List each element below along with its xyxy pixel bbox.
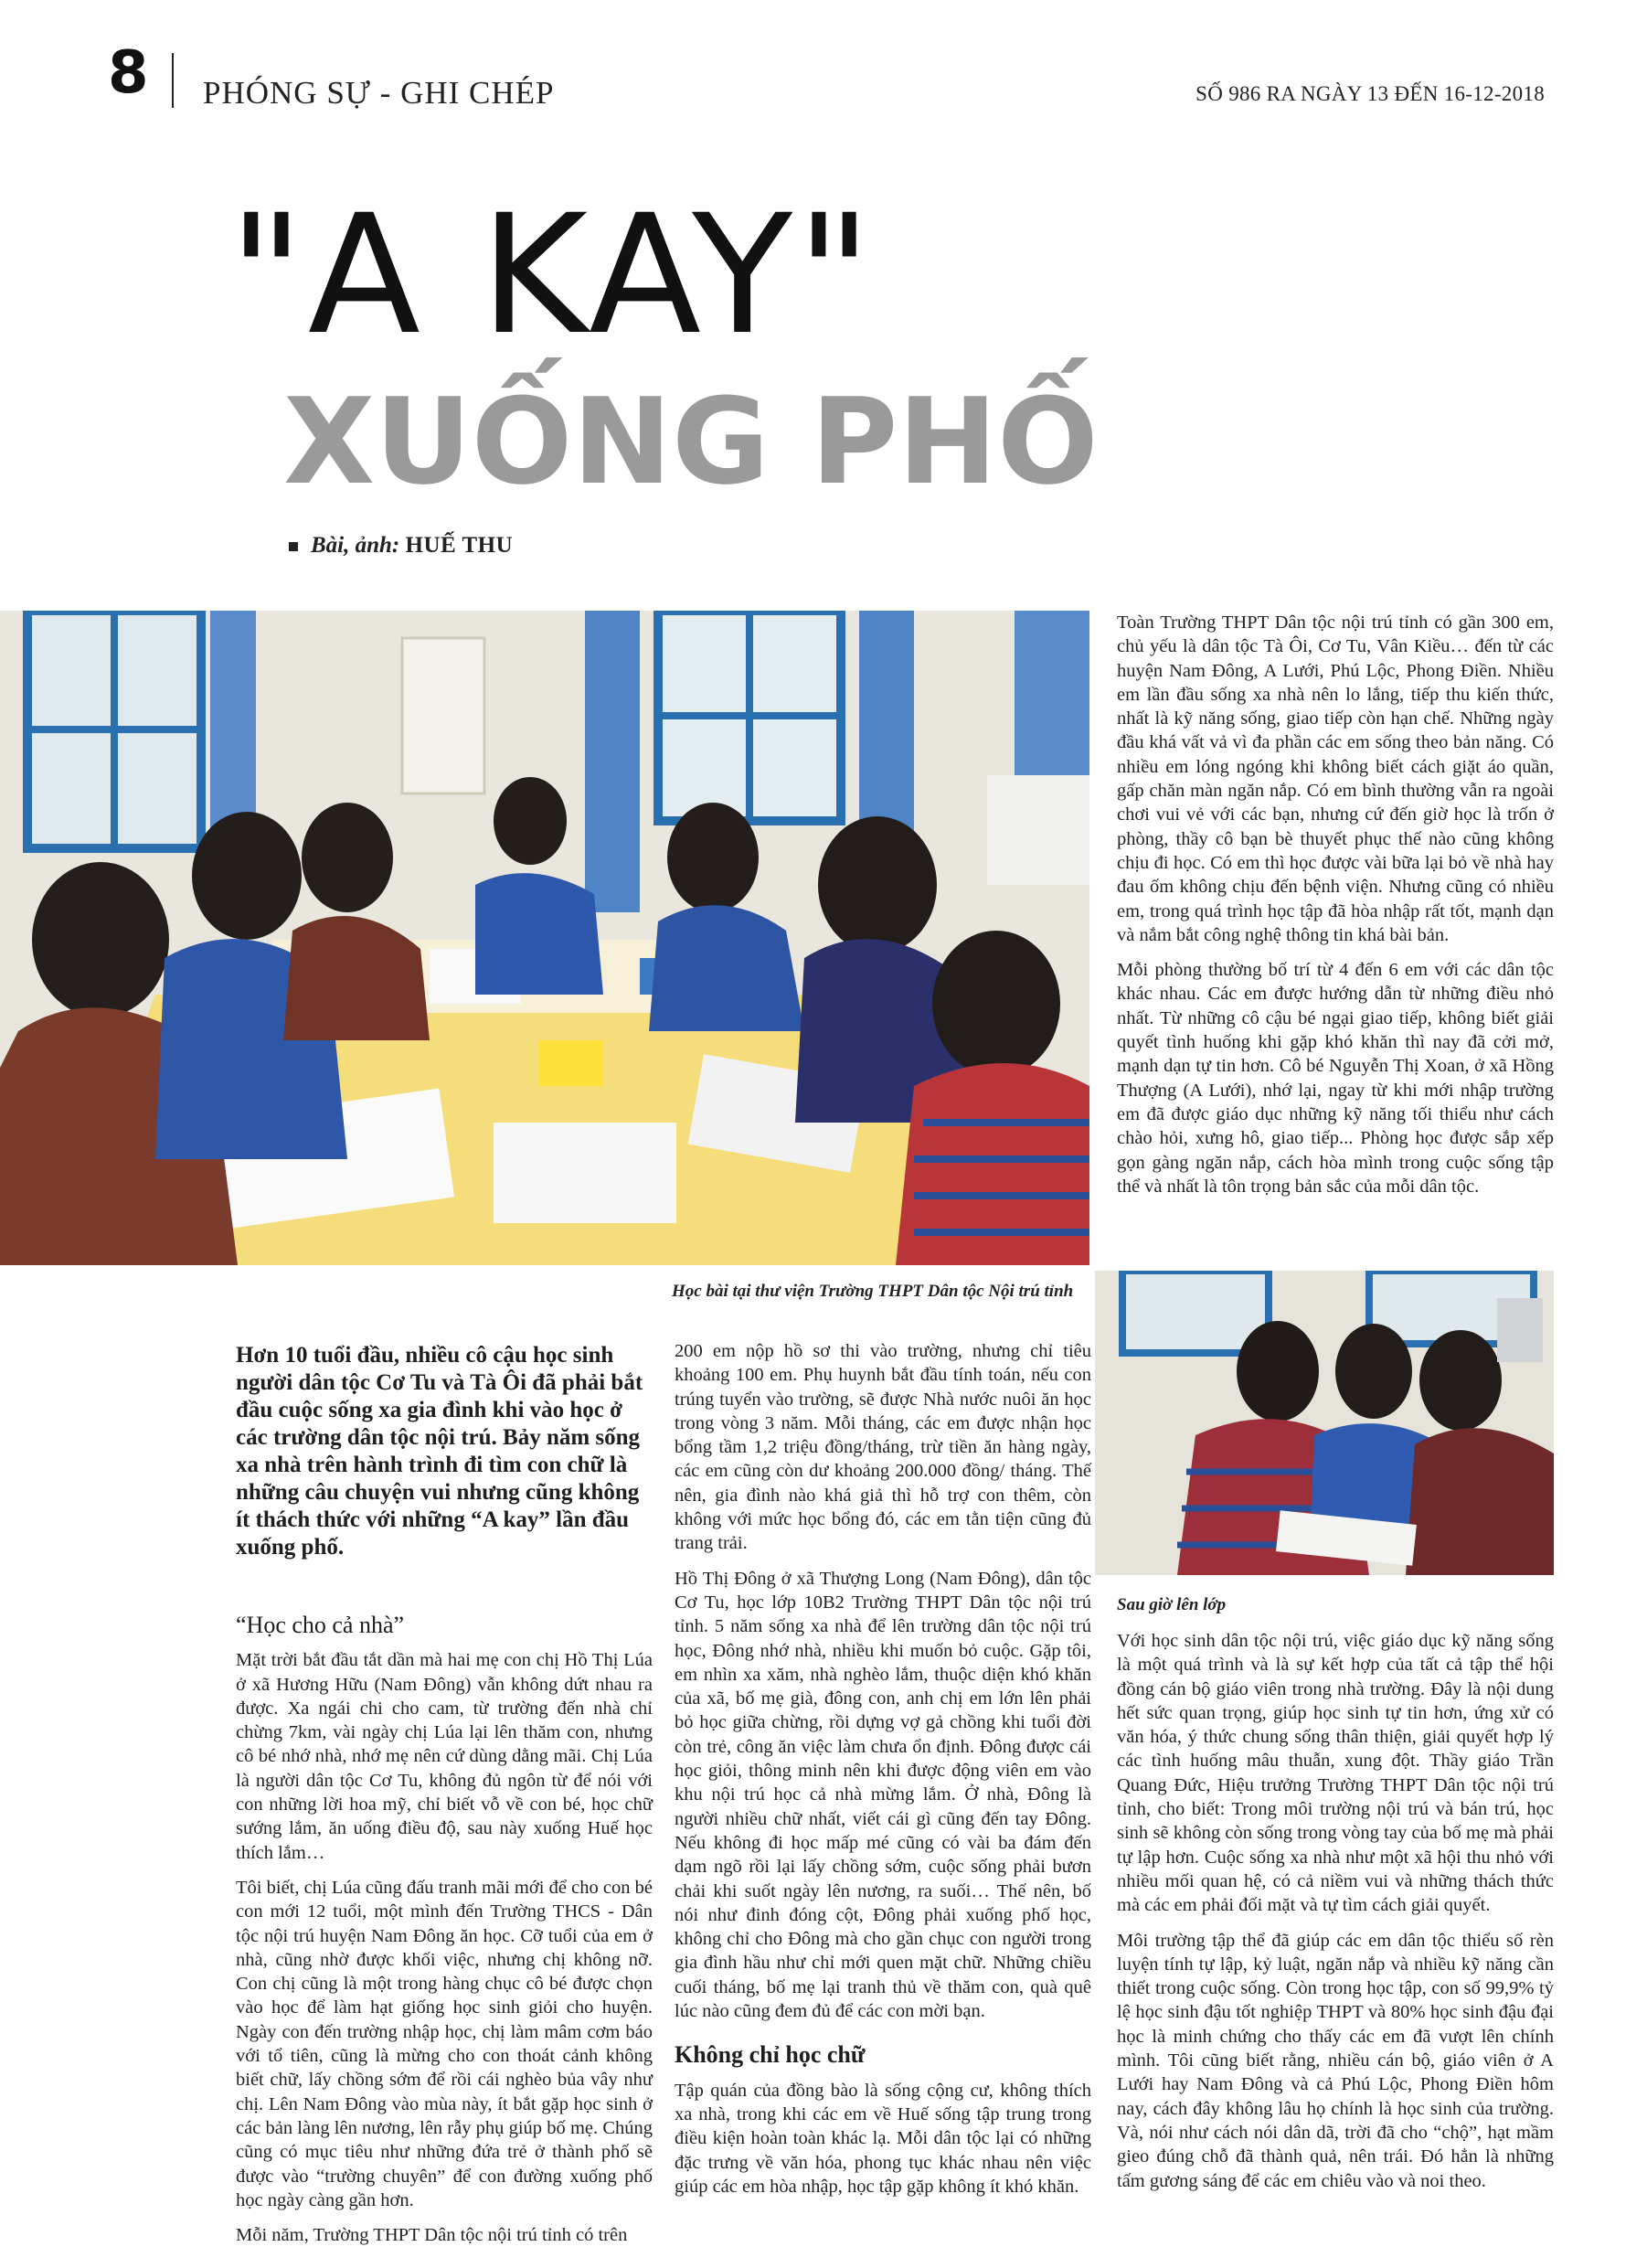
photo2-caption: Sau giờ lên lớp xyxy=(1117,1595,1227,1614)
paragraph: Mặt trời bắt đầu tắt dần mà hai mẹ con chị Hồ Thị Lúa ở xã Hương Hữu (Nam Đông) vẫn không dứt nhau ra được. Xa ngái chi cho cam, từ trường đến nhà chỉ chừng 7km, vài ngày chị Lúa lại lên thăm con, nhưng cô bé nhớ nhà, nhớ mẹ nên cứ dùng dằng mãi. Chị Lúa là người dân tộc Cơ Tu, không đủ ngôn từ để nói với con những lời hoa mỹ, chỉ biết vỗ về con bé, học chữ sướng lắm, ăn uống điều độ, sau này xuống Huế học thích lắm… xyxy=(236,1650,653,1863)
paragraph: Mỗi phòng thường bố trí từ 4 đến 6 em với các dân tộc khác nhau. Các em được hướng dẫn từ những điều nhỏ nhất. Từ những cô cậu bé ngại giao tiếp, không biết giải quyết tình huống khi gặp khó khăn thì nay đã cởi mở, mạnh dạn tự tin hơn. Cô bé Nguyễn Thị Xoan, ở xã Hồng Thượng (A Lưới), nhớ lại, ngay từ khi mới nhập trường em đã được giáo dục những kỹ năng tối thiểu như cách chào hỏi, xưng hô, giao tiếp... Phòng học được sắp xếp gọn gàng ngăn nắp, cách hòa mình trong cuộc sống tập thể và nhất là tôn trọng bản sắc của mỗi dân tộc. xyxy=(1117,960,1554,1197)
paragraph: Tập quán của đồng bào là sống cộng cư, không thích xa nhà, trong khi các em về Huế sống tập trung trong điều kiện hoàn toàn khác lạ. Mỗi dân tộc lại có những đặc trưng về văn hóa, phong tục khác nhau nên việc giúp các em hòa nhập, học tập gặp không ít khó khăn. xyxy=(675,2080,1091,2197)
library-photo xyxy=(0,611,1089,1265)
subheading: “Học cho cả nhà” xyxy=(236,1612,405,1638)
middle-column xyxy=(675,1339,1091,2209)
left-column xyxy=(236,1613,653,2258)
byline-author: HUẾ THU xyxy=(405,533,514,558)
section-name: PHÓNG SỰ - GHI CHÉP xyxy=(203,75,555,111)
paragraph: Tôi biết, chị Lúa cũng đấu tranh mãi mới để cho con bé con mới 12 tuổi, một mình đến Trường THCS - Dân tộc nội trú huyện Nam Đông ăn học. Cỡ tuổi của em ở nhà, cũng nhờ được khối việc, nhưng chị không nỡ. Con chị cũng là một trong hàng chục cô bé được chọn vào học để làm hạt giống học sinh giỏi cho huyện. Ngày con đến trường nhập học, chị làm mâm cơm báo với tổ tiên, cũng là mừng cho con thoát cảnh không biết chữ, lấy chồng sớm để rồi cái nghèo bủa vây như chị. Lên Nam Đông vào mùa này, ít bắt gặp học sinh ở các bản làng lên nương, lên rẫy phụ giúp bố mẹ. Chúng cũng có mục tiêu như những đứa trẻ ở thành phố sẽ được vào “trường chuyên” để con đường xuống phố học ngày càng gần hơn. xyxy=(236,1877,653,2210)
byline-label: Bài, ảnh: xyxy=(311,533,400,558)
paragraph: Toàn Trường THPT Dân tộc nội trú tỉnh có gần 300 em, chủ yếu là dân tộc Tà Ôi, Cơ Tu, Vân Kiều… đến từ các huyện Nam Đông, A Lưới, Phú Lộc, Phong Điền. Nhiều em lần đầu sống xa nhà nên lo lắng, tiếp thu kiến thức, nhất là kỹ năng sống, giao tiếp còn hạn chế. Những ngày đầu khá vất vả vì đa phần các em sống theo bản năng. Có nhiều em lóng ngóng khi không biết cách giặt áo quần, gấp chăn màn ngăn nắp. Có em bình thường vẫn ra ngoài chơi vui vẻ với các bạn, nhưng cứ đến giờ học là trốn ở phòng, thầy cô bạn bè thuyết phục thế nào cũng không chịu đi học. Có em thì học được vài bữa lại bỏ về nhà hay đau ốm không chịu đến bệnh viện. Nhưng cũng có nhiều em, trong quá trình học tập đã hòa nhập rất tốt, mạnh dạn và nắm bắt công nghệ thông tin khá bài bản. xyxy=(1117,612,1554,945)
subheading: Không chỉ học chữ xyxy=(675,2041,866,2069)
photo1-caption: Học bài tại thư viện Trường THPT Dân tộc Nội trú tỉnh xyxy=(672,1282,1074,1301)
right-column-top xyxy=(1117,611,1554,1209)
headline-line2: XUỐNG PHỐ xyxy=(283,372,1099,511)
right-column-bottom xyxy=(1117,1629,1554,2204)
paragraph: Với học sinh dân tộc nội trú, việc giáo dục kỹ năng sống là một quá trình và là sự kết hợp của tất cả tập thể hội đồng cán bộ giáo viên trong nhà trường. Đây là nội dung hết sức quan trọng, giúp học sinh tự tin hơn, ứng xử có văn hóa, ý thức chung sống thân thiện, giải quyết hợp lý các tình huống mâu thuẫn, xung đột. Thầy giáo Trần Quang Đức, Hiệu trưởng Trường THPT Dân tộc nội trú tỉnh, cho biết: Trong môi trường nội trú và bán trú, học sinh sẽ không còn sống trong vòng tay của bố mẹ mà phải tự lập hơn. Cuộc sống xa nhà như một xã hội thu nhỏ với nhiều mối quan hệ, có cả niềm vui và những thách thức mà các em phải đối mặt và tự tìm cách giải quyết. xyxy=(1117,1631,1554,1916)
after-class-photo xyxy=(1095,1271,1554,1575)
paragraph: Hồ Thị Đông ở xã Thượng Long (Nam Đông), dân tộc Cơ Tu, học lớp 10B2 Trường THPT Dân tộc nội trú tỉnh. 5 năm sống xa nhà để lên trường dân tộc nội trú học, Đông nhớ nhà, nhiều khi muốn bỏ cuộc. Gặp tôi, em nhìn xa xăm, nhà nghèo lắm, thuộc diện khó khăn của xã, bố mẹ già, đông con, anh chị em lớn lên phải bỏ học giữa chừng, rồi dựng vợ gả chồng khi tuổi đời còn trẻ, công ăn việc làm chưa ổn định. Đông được cái học giỏi, thông minh nên khi được động viên em vào khu nội trú học cả nhà mừng lắm. Ở nhà, Đông là người nhiều chữ nhất, viết cái gì cũng đến tay Đông. Nếu không đi học mấp mé cũng có vài ba đám đến dạm ngõ rồi lại lấy chồng sớm, cuộc sống phải bươn chải khi suốt ngày lên nương, ra suối… Thế nên, bố nói như đinh đóng cột, Đông phải xuống phố học, không chỉ cho Đông mà cho gần chục con người trong gia đình hầu như chỉ mới quen mặt chữ. Những chiều cuối tháng, bố mẹ lại tranh thủ về thăm con, quà quê lúc nào cũng đem đủ để các con mời bạn. xyxy=(675,1568,1091,2022)
bullet-icon xyxy=(289,542,298,551)
paragraph: 200 em nộp hồ sơ thi vào trường, nhưng chỉ tiêu khoảng 100 em. Phụ huynh bắt đầu tính toán, nếu con trúng tuyển vào trường, sẽ được Nhà nước nuôi ăn học trong vòng 3 năm. Mỗi tháng, các em được nhận học bổng tầm 1,2 triệu đồng/tháng, trừ tiền ăn hàng ngày, các em cũng còn dư khoảng 200.000 đồng/ tháng. Thế nên, gia đình nào khá giả thì hỗ trợ con thêm, còn không với mức học bổng đó, các em tằn tiện cũng đủ trang trải. xyxy=(675,1341,1091,1554)
headline-line1: "A KAY" xyxy=(228,180,876,371)
header-divider xyxy=(172,53,174,108)
paragraph: Mỗi năm, Trường THPT Dân tộc nội trú tỉnh có trên xyxy=(236,2225,628,2246)
byline xyxy=(289,533,513,559)
page-number: 8 xyxy=(108,39,149,107)
issue-info: SỐ 986 RA NGÀY 13 ĐẾN 16-12-2018 xyxy=(1195,82,1545,105)
lead-paragraph: Hơn 10 tuổi đầu, nhiều cô cậu học sinh người dân tộc Cơ Tu và Tà Ôi đã phải bắt đầu cuộc sống xa gia đình khi vào học ở các trường dân tộc nội trú. Bảy năm sống xa nhà trên hành trình đi tìm con chữ là những câu chuyện vui nhưng cũng không ít thách thức với những “A kay” lần đầu xuống phố. xyxy=(236,1343,643,1560)
paragraph: Môi trường tập thể đã giúp các em dân tộc thiểu số rèn luyện tính tự lập, kỷ luật, ngăn nắp và nhiều kỹ năng cần thiết trong cuộc sống. Còn trong học tập, con số 99,9% tỷ lệ học sinh đậu tốt nghiệp THPT và 80% học sinh đậu đại học là minh chứng cho thấy các em đã vượt lên chính mình. Tôi cũng biết rằng, nhiều cán bộ, giáo viên ở A Lưới hay Nam Đông và cả Phú Lộc, Phong Điền hôm nay, cách đây không lâu họ chính là học sinh của trường. Và, nói như cách nói dân dã, trời đã cho “chộ”, hạt mầm gieo đúng chỗ đã thành quả, nên trái. Đó hẳn là những tấm gương sáng để các em chiêu vào và noi theo. xyxy=(1117,1930,1554,2191)
